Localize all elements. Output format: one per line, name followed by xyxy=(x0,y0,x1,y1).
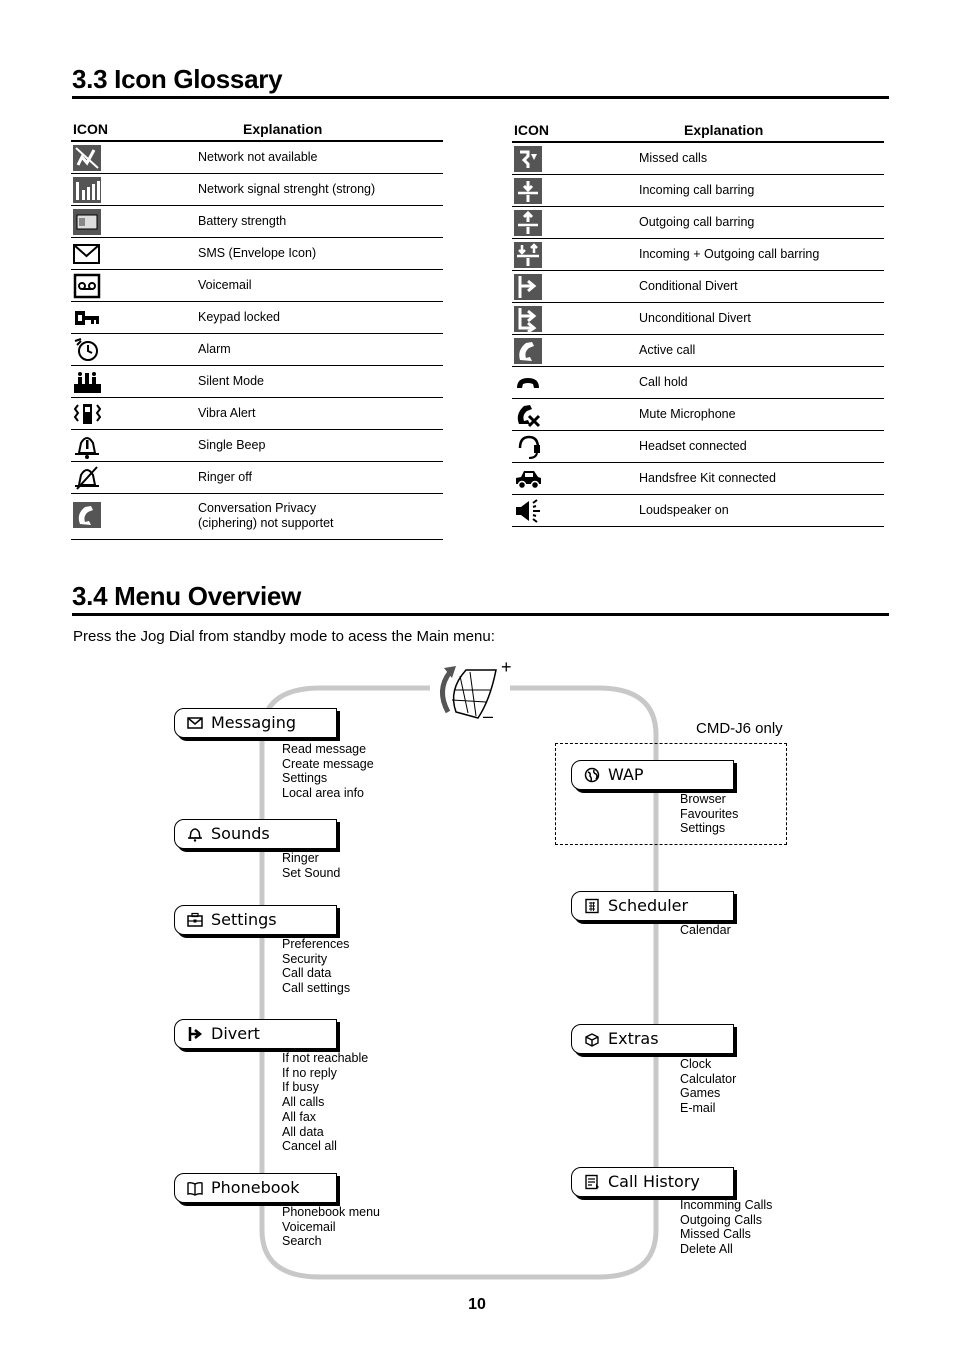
menu-divert[interactable] xyxy=(174,1019,337,1049)
submenu-item[interactable]: Search xyxy=(282,1234,322,1249)
settings-submenu xyxy=(282,937,350,996)
glossary-text-line2: (ciphering) not supportet xyxy=(198,516,334,530)
submenu-item[interactable]: Phonebook menu xyxy=(282,1205,380,1219)
book-icon xyxy=(187,1180,203,1196)
submenu-item[interactable]: All calls xyxy=(282,1095,325,1110)
glossary-text-line1: Conversation Privacy xyxy=(198,501,317,515)
scheduler-submenu xyxy=(680,923,731,938)
bell-icon xyxy=(187,826,203,842)
submenu-item[interactable]: Security xyxy=(282,951,328,966)
submenu-item[interactable]: Settings xyxy=(680,821,726,836)
glossary-text: Incoming + Outgoing call barring xyxy=(639,247,820,261)
submenu-item[interactable]: Voicemail xyxy=(282,1219,336,1234)
envelope-icon xyxy=(187,715,203,731)
submenu-item[interactable]: Settings xyxy=(282,771,328,786)
submenu-item[interactable]: E-mail xyxy=(680,1101,716,1116)
divert-icon xyxy=(187,1026,203,1042)
submenu-item[interactable]: If no reply xyxy=(282,1065,337,1080)
submenu-item[interactable]: Incomming Calls xyxy=(680,1198,773,1212)
menu-messaging[interactable] xyxy=(174,708,337,738)
glossary-text: SMS (Envelope Icon) xyxy=(198,246,317,260)
submenu-item[interactable]: Calculator xyxy=(680,1071,737,1086)
header-icon: ICON xyxy=(514,122,549,138)
glossary-text: Active call xyxy=(639,343,696,357)
submenu-item[interactable]: Browser xyxy=(680,792,726,806)
submenu-item[interactable]: Read message xyxy=(282,742,367,756)
submenu-item[interactable]: Preferences xyxy=(282,937,350,951)
submenu-item[interactable]: Call settings xyxy=(282,981,351,996)
glossary-text: Conditional Divert xyxy=(639,279,738,293)
menu-label: Sounds xyxy=(211,824,270,843)
submenu-item[interactable]: Cancel all xyxy=(282,1139,337,1154)
call-list-icon xyxy=(584,1174,600,1190)
menu-settings[interactable] xyxy=(174,905,337,935)
menu-label: Divert xyxy=(211,1024,260,1043)
submenu-item[interactable]: Ringer xyxy=(282,851,319,865)
menu-label: Scheduler xyxy=(608,896,689,915)
glossary-text: Network signal strenght (strong) xyxy=(198,182,376,196)
glossary-text: Incoming call barring xyxy=(639,183,755,197)
menu-label: WAP xyxy=(608,765,644,784)
glossary-text: Network not available xyxy=(198,150,318,164)
glossary-text: Keypad locked xyxy=(198,310,281,324)
menu-label: Settings xyxy=(211,910,277,929)
glossary-text: Vibra Alert xyxy=(198,406,256,420)
glossary-text: Missed calls xyxy=(639,151,708,165)
submenu-item[interactable]: Outgoing Calls xyxy=(680,1212,762,1227)
calendar-icon xyxy=(584,898,600,914)
submenu-item[interactable]: Create message xyxy=(282,756,374,771)
header-explanation: Explanation xyxy=(243,121,323,137)
submenu-item[interactable]: Call data xyxy=(282,966,332,981)
intro-text: Press the Jog Dial from standby mode to acess the Main menu: xyxy=(73,628,495,645)
jog-plus-label: + xyxy=(501,657,512,677)
glossary-text: Ringer off xyxy=(198,470,252,484)
globe-icon xyxy=(584,767,600,783)
menu-label: Phonebook xyxy=(211,1178,300,1197)
toolbox-icon xyxy=(187,912,203,928)
submenu-item[interactable]: Local area info xyxy=(282,786,365,801)
divert-submenu xyxy=(282,1051,368,1154)
glossary-text: Silent Mode xyxy=(198,374,265,388)
menu-phonebook[interactable] xyxy=(174,1173,337,1203)
menu-label: Messaging xyxy=(211,713,297,732)
submenu-item[interactable]: All data xyxy=(282,1124,324,1139)
glossary-text: Headset connected xyxy=(639,439,747,453)
glossary-text: Battery strength xyxy=(198,214,287,228)
menu-scheduler[interactable] xyxy=(571,891,734,921)
menu-call-history[interactable] xyxy=(571,1167,734,1197)
glossary-text: Single Beep xyxy=(198,438,266,452)
glossary-text: Voicemail xyxy=(198,278,252,292)
cube-icon xyxy=(584,1031,600,1047)
glossary-text: Call hold xyxy=(639,375,688,389)
glossary-text: Unconditional Divert xyxy=(639,311,751,325)
menu-label: Call History xyxy=(608,1172,700,1191)
callhistory-submenu xyxy=(680,1198,772,1257)
menu-label: Extras xyxy=(608,1029,659,1048)
submenu-item[interactable]: Clock xyxy=(680,1057,712,1071)
jog-minus-label: – xyxy=(483,706,494,726)
submenu-item[interactable]: Missed Calls xyxy=(680,1227,751,1242)
submenu-item[interactable]: Delete All xyxy=(680,1242,733,1257)
cmd-j6-note: CMD-J6 only xyxy=(696,720,783,737)
cmd-j6-region xyxy=(555,743,787,845)
glossary-text: Handsfree Kit connected xyxy=(639,471,776,485)
header-icon: ICON xyxy=(73,121,108,137)
menu-sounds[interactable] xyxy=(174,819,337,849)
submenu-item[interactable]: Games xyxy=(680,1086,721,1101)
glossary-text: Loudspeaker on xyxy=(639,503,729,517)
phonebook-submenu xyxy=(282,1205,380,1249)
glossary-text: Mute Microphone xyxy=(639,407,736,421)
submenu-item[interactable]: All fax xyxy=(282,1109,317,1124)
submenu-item[interactable]: If not reachable xyxy=(282,1051,369,1065)
section-title-menu-overview: 3.4 Menu Overview xyxy=(72,581,889,616)
menu-wap[interactable] xyxy=(571,760,734,790)
sounds-submenu xyxy=(282,851,340,880)
menu-extras[interactable] xyxy=(571,1024,734,1054)
header-explanation: Explanation xyxy=(684,122,764,138)
submenu-item[interactable]: Calendar xyxy=(680,923,731,937)
extras-submenu xyxy=(680,1057,736,1116)
submenu-item[interactable]: Favourites xyxy=(680,806,739,821)
glossary-text: Alarm xyxy=(198,342,231,356)
glossary-text: Outgoing call barring xyxy=(639,215,755,229)
section-title-icon-glossary: 3.3 Icon Glossary xyxy=(72,64,889,99)
page-number: 10 xyxy=(468,1296,486,1313)
wap-submenu xyxy=(680,792,738,836)
submenu-item[interactable]: If busy xyxy=(282,1080,319,1095)
messaging-submenu xyxy=(282,742,374,801)
submenu-item[interactable]: Set Sound xyxy=(282,865,341,880)
